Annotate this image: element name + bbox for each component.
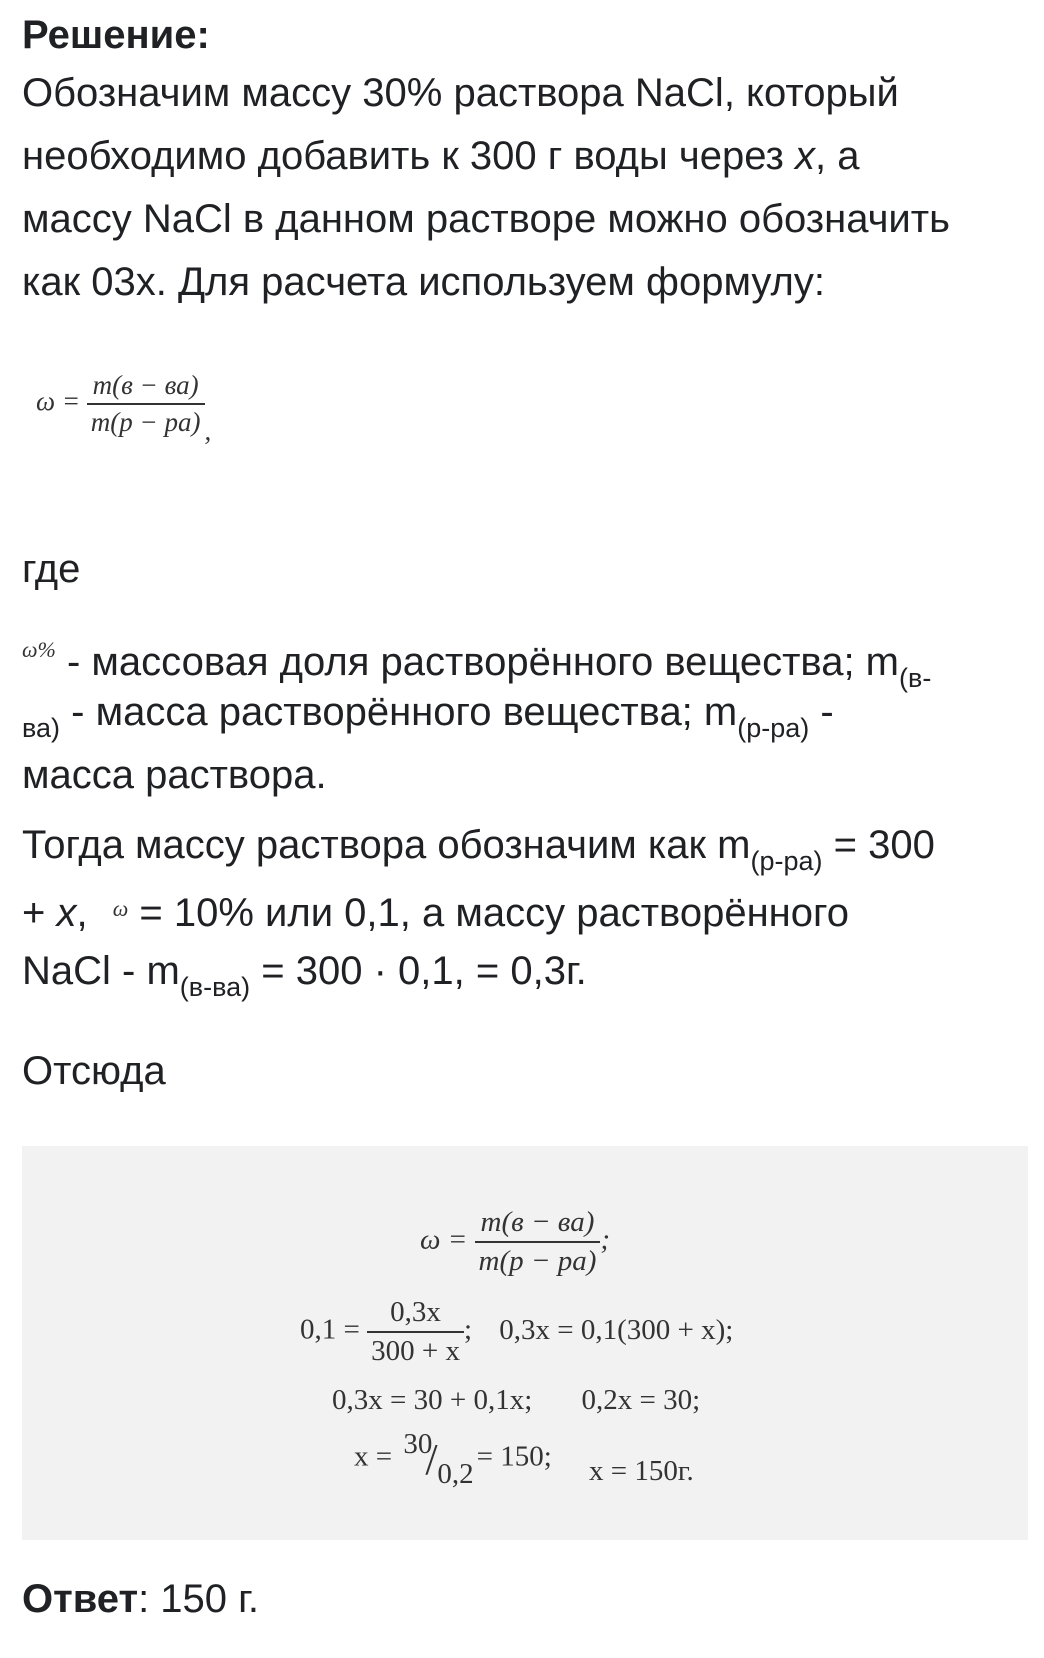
definition-1-sub: (в- xyxy=(899,663,932,693)
box-l2-num: 0,3x xyxy=(367,1296,464,1333)
box-l1-fraction xyxy=(475,1206,601,1278)
mass-fraction-formula xyxy=(36,370,211,447)
box-l2-end: ; xyxy=(463,1313,473,1346)
box-l2-fraction xyxy=(367,1296,464,1368)
intro-line-4: как 03x. Для расчета используем формулу: xyxy=(22,260,825,304)
box-l4-den: 0,2 xyxy=(437,1458,474,1490)
intro-line-2-text: необходимо добавить к 300 г воды через xyxy=(22,134,796,178)
box-l1-den: m(p − pa) xyxy=(478,1245,597,1277)
definition-1-text: - массовая доля растворённого вещества; m xyxy=(55,640,900,684)
box-l3-a: 0,3x = 30 + 0,1x; xyxy=(332,1384,533,1416)
definition-2-end: - xyxy=(809,690,834,734)
then-line-1 xyxy=(22,814,935,877)
box-l4-result: x = 150г. xyxy=(589,1454,694,1487)
box-l2-den: 300 + x xyxy=(371,1335,460,1367)
box-l3-b: 0,2x = 30; xyxy=(581,1384,701,1416)
definition-2-text: - масса растворённого вещества; m xyxy=(60,690,738,734)
then-line-3 xyxy=(22,940,587,1003)
then-2-plus: + xyxy=(22,891,57,935)
where-label: где xyxy=(22,547,81,591)
box-line-3 xyxy=(332,1384,700,1417)
omega-percent-icon: ω% xyxy=(22,637,56,662)
box-l1-end: ; xyxy=(600,1223,611,1256)
solution-heading: Решение: xyxy=(22,13,210,57)
solution-formula-box xyxy=(22,1146,1028,1540)
intro-line-2-end: , а xyxy=(815,134,860,178)
box-l4-slash-fraction xyxy=(399,1428,474,1490)
answer-line xyxy=(22,1568,259,1631)
intro-line-2 xyxy=(22,125,860,188)
definition-line-2 xyxy=(22,681,834,744)
then-3-sub: (в-ва) xyxy=(179,972,251,1002)
box-l1-lhs: ω = xyxy=(420,1223,468,1256)
then-1-sub: (р-ра) xyxy=(750,846,823,876)
answer-label: Ответ xyxy=(22,1577,139,1621)
formula-fraction xyxy=(87,370,205,438)
answer-value: : 150 г. xyxy=(138,1577,259,1621)
definition-2-sub-start: ва) xyxy=(22,713,61,743)
then-2-comma: , xyxy=(76,891,88,935)
definition-2-sub: (р-ра) xyxy=(737,713,810,743)
then-3-end: = 300 · 0,1, = 0,3г. xyxy=(250,949,587,993)
box-line-4 xyxy=(354,1428,694,1490)
box-line-2 xyxy=(300,1296,733,1368)
box-l2-lhs: 0,1 = xyxy=(300,1313,360,1346)
fraction-slash: / xyxy=(425,1435,438,1484)
formula-denominator: m(p − pa) xyxy=(90,407,201,437)
formula-trail: , xyxy=(204,416,212,447)
intro-line-3: массу NaCl в данном растворе можно обозначить xyxy=(22,197,950,241)
variable-x: x xyxy=(795,134,816,178)
then-1-text: Тогда массу раствора обозначим как m xyxy=(22,823,751,867)
intro-line-1: Обозначим массу 30% раствора NaCl, который xyxy=(22,71,899,115)
box-l1-num: m(в − ва) xyxy=(475,1206,601,1243)
formula-lhs: ω = xyxy=(36,386,81,417)
then-2-text: = 10% или 0,1, а массу растворённого xyxy=(128,891,849,935)
formula-numerator: m(в − ва) xyxy=(87,370,205,405)
box-l4-a: x = xyxy=(354,1440,400,1473)
hence-label: Отсюда xyxy=(22,1049,166,1093)
then-line-2 xyxy=(22,877,849,945)
then-3-text: NaCl - m xyxy=(22,949,180,993)
omega-icon: ω xyxy=(112,896,129,921)
definition-line-3: масса раствора. xyxy=(22,753,327,797)
box-l4-num: 30 xyxy=(403,1428,433,1460)
box-l2-rhs: 0,3x = 0,1(300 + x); xyxy=(499,1313,734,1346)
then-1-end: = 300 xyxy=(822,823,935,867)
box-l4-b: = 150; xyxy=(469,1440,552,1473)
variable-x: x xyxy=(56,891,77,935)
box-line-1 xyxy=(420,1206,610,1278)
